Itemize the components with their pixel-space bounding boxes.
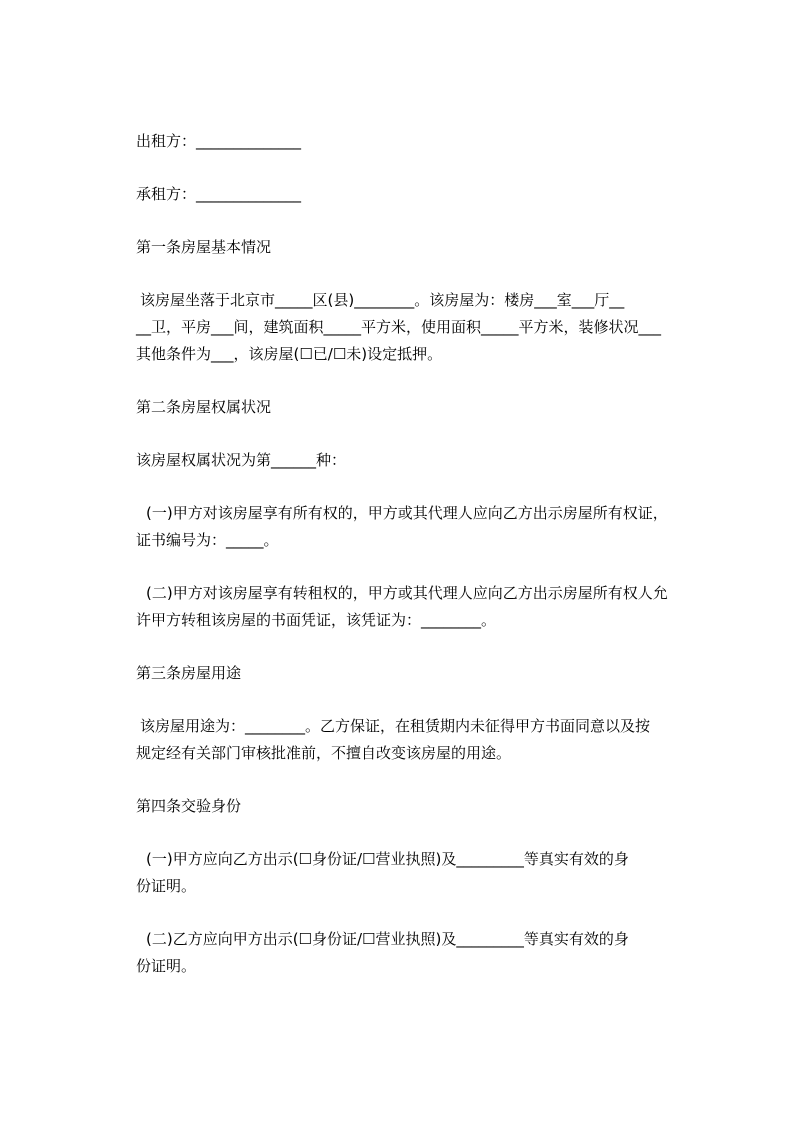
article-1-paragraph-line-2-text: __卫，平房___间，建筑面积_____平方米，使用面积_____平方米，装修状况___ <box>136 318 662 336</box>
article-1-paragraph-line-3: 其他条件为___，该房屋(☐已/☐未)设定抵押。 <box>136 345 443 363</box>
article-2-item-1-line-1: (一)甲方对该房屋享有所有权的，甲方或其代理人应向乙方出示房屋所有权证， <box>146 504 668 522</box>
lessee-line: 承租方：______________ <box>136 185 302 203</box>
article-3-paragraph-line-2: 规定经有关部门审核批准前，不擅自改变该房屋的用途。 <box>136 744 512 762</box>
article-1-title: 第一条房屋基本情况 <box>136 238 272 256</box>
article-1-paragraph-line-1: 该房屋坐落于北京市_____区(县)________。该房屋为：楼房___室___厅__ <box>140 291 625 309</box>
article-4-item-1-line-2: 份证明。 <box>136 877 197 895</box>
article-2-intro: 该房屋权属状况为第______种： <box>136 451 347 469</box>
article-2-item-2-line-1: (二)甲方对该房屋享有转租权的，甲方或其代理人应向乙方出示房屋所有权人允 <box>146 584 668 602</box>
article-3-title: 第三条房屋用途 <box>136 664 242 682</box>
lessor-line: 出租方：______________ <box>136 132 302 150</box>
article-2-item-2-line-2: 许甲方转租该房屋的书面凭证，该凭证为：________。 <box>136 611 497 629</box>
article-2-item-1-line-2: 证书编号为：_____。 <box>136 531 279 549</box>
article-2-title: 第二条房屋权属状况 <box>136 398 272 416</box>
article-4-title: 第四条交验身份 <box>136 797 242 815</box>
article-4-item-2-line-2: 份证明。 <box>136 957 197 975</box>
article-4-item-2-line-1: (二)乙方应向甲方出示(☐身份证/☐营业执照)及_________等真实有效的身 <box>146 930 629 948</box>
article-4-item-1-line-1: (一)甲方应向乙方出示(☐身份证/☐营业执照)及_________等真实有效的身 <box>146 850 629 868</box>
article-3-paragraph-line-1: 该房屋用途为：________。乙方保证，在租赁期内未征得甲方书面同意以及按 <box>140 717 651 735</box>
